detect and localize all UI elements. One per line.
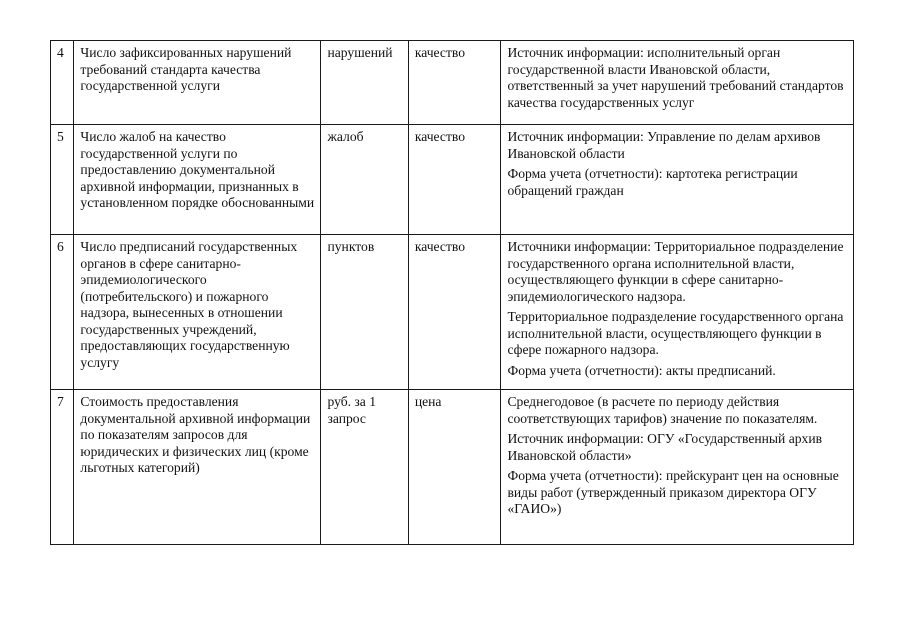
unit-of-measure: жалоб xyxy=(321,125,408,235)
indicator-type: качество xyxy=(408,125,501,235)
indicator-type: цена xyxy=(408,390,501,545)
info-source xyxy=(501,41,854,125)
table-row xyxy=(51,235,854,390)
info-source-paragraph: Источник информации: исполнительный орган государственной власти Ивановской области, ответственный за учет нарушений требований стандартов качества государственных услуг xyxy=(507,45,844,110)
info-source-paragraph: Источник информации: ОГУ «Государственный архив Ивановской области» xyxy=(507,431,823,463)
indicator-name: Стоимость предоставления документальной архивной информации по показателям запросов для юридических и физических лиц (кроме льготных категорий) xyxy=(74,390,321,545)
row-number: 6 xyxy=(51,235,74,390)
indicator-name: Число жалоб на качество государственной услуги по предоставлению документальной архивной информации, признанных в установленном порядке обоснованными xyxy=(74,125,321,235)
info-source-paragraph: Форма учета (отчетности): прейскурант цен на основные виды работ (утвержденный приказом директора ОГУ «ГАИО») xyxy=(507,468,839,516)
indicator-type: качество xyxy=(408,235,501,390)
info-source-paragraph: Форма учета (отчетности): картотека регистрации обращений граждан xyxy=(507,166,798,198)
info-source xyxy=(501,125,854,235)
indicator-name: Число предписаний государственных органов в сфере санитарно-эпидемиологического (потребительского) и пожарного надзора, вынесенных в отношении государственных учреждений, предоставляющих государственную услугу xyxy=(74,235,321,390)
unit-of-measure: пунктов xyxy=(321,235,408,390)
table-row xyxy=(51,390,854,545)
row-number: 5 xyxy=(51,125,74,235)
indicators-table xyxy=(50,40,854,545)
info-source-paragraph: Источники информации: Территориальное подразделение государственного органа исполнительной власти, осуществляющего функции в сфере санитарно-эпидемиологического надзора. xyxy=(507,239,844,304)
table-row xyxy=(51,125,854,235)
row-number: 4 xyxy=(51,41,74,125)
indicator-name: Число зафиксированных нарушений требований стандарта качества государственной услуги xyxy=(74,41,321,125)
info-source-paragraph: Форма учета (отчетности): акты предписаний. xyxy=(507,362,776,378)
unit-of-measure: нарушений xyxy=(321,41,408,125)
info-source xyxy=(501,235,854,390)
info-source-paragraph: Среднегодовое (в расчете по периоду действия соответствующих тарифов) значение по показателям. xyxy=(507,394,818,426)
info-source-paragraph: Территориальное подразделение государственного органа исполнительной власти, осуществляющего функции в сфере пожарного надзора. xyxy=(507,309,844,357)
table-row xyxy=(51,41,854,125)
info-source xyxy=(501,390,854,545)
indicator-type: качество xyxy=(408,41,501,125)
row-number: 7 xyxy=(51,390,74,545)
info-source-paragraph: Источник информации: Управление по делам архивов Ивановской области xyxy=(507,129,821,161)
unit-of-measure: руб. за 1 запрос xyxy=(321,390,408,545)
